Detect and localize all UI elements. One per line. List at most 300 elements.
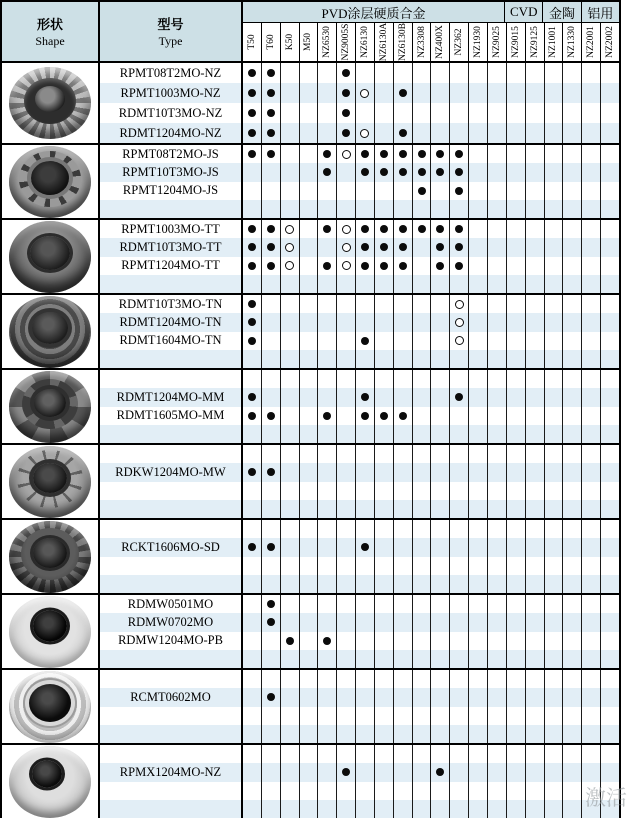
grade-cell-T60 xyxy=(262,425,281,443)
type-label: RDMW1204MO-PB xyxy=(100,632,243,650)
grade-cell-NZ6530 xyxy=(318,238,337,256)
type-label: RPMX1204MO-NZ xyxy=(100,763,243,781)
grade-cell-K50 xyxy=(281,332,300,350)
table-row xyxy=(100,482,619,500)
grade-cell-K50 xyxy=(281,275,300,293)
grade-cell-M50 xyxy=(300,350,319,368)
watermark-text: 激活 xyxy=(585,787,627,810)
grade-cell-T60 xyxy=(262,538,281,556)
grade-cell-T60 xyxy=(262,63,281,83)
grade-cell-NZ9025 xyxy=(488,725,507,743)
grade-cell-NZ9005S xyxy=(337,63,356,83)
filled-dot xyxy=(248,543,256,551)
shape-group-5 xyxy=(2,368,619,443)
grade-column-label xyxy=(374,23,394,61)
grade-cell-NZ6130B xyxy=(394,575,413,593)
grade-cell-T50 xyxy=(243,782,262,800)
grade-cell-T60 xyxy=(262,595,281,613)
grade-cell-NZ1930 xyxy=(469,538,488,556)
grade-cell-NZ6530 xyxy=(318,482,337,500)
grade-cell-NZ2001 xyxy=(582,407,601,425)
grade-cell-T50 xyxy=(243,407,262,425)
grade-cell-NZ1330 xyxy=(563,557,582,575)
grade-cell-NZ362 xyxy=(450,425,469,443)
filled-dot xyxy=(418,225,426,233)
grade-cell-NZ1930 xyxy=(469,200,488,218)
grade-cell-K50 xyxy=(281,632,300,650)
round-insert-lugged-dark xyxy=(9,371,91,443)
grade-cell-NZ9025 xyxy=(488,782,507,800)
grade-column-label xyxy=(449,23,469,61)
grade-cell-NZ2002 xyxy=(601,575,619,593)
filled-dot xyxy=(455,225,463,233)
grade-cell-NZ3308 xyxy=(413,220,432,238)
round-insert-serrated-silver xyxy=(9,67,91,139)
filled-dot xyxy=(267,693,275,701)
grade-cell-T60 xyxy=(262,220,281,238)
grade-cell-NZ6530 xyxy=(318,145,337,163)
grade-cell-NZ362 xyxy=(450,463,469,481)
grade-cell-NZ9025 xyxy=(488,500,507,518)
grade-cell-NZ2001 xyxy=(582,670,601,688)
grade-cell-NZ6130A xyxy=(375,595,394,613)
grade-cell-NZ400X xyxy=(431,707,450,725)
grade-cell-NZ1930 xyxy=(469,257,488,275)
grade-cell-NZ9015 xyxy=(507,163,526,181)
grade-cell-NZ3308 xyxy=(413,763,432,781)
grade-cell-NZ9125 xyxy=(526,407,545,425)
grade-cell-NZ6530 xyxy=(318,295,337,313)
grade-label-text: NZ2001 xyxy=(586,26,597,58)
grade-cell-NZ1001 xyxy=(545,350,564,368)
grade-cell-NZ9015 xyxy=(507,83,526,103)
grade-cell-NZ1930 xyxy=(469,313,488,331)
grade-cell-NZ9025 xyxy=(488,482,507,500)
grade-cell-NZ9015 xyxy=(507,220,526,238)
grade-cell-NZ2002 xyxy=(601,707,619,725)
grade-cell-NZ362 xyxy=(450,800,469,818)
grade-cell-NZ9125 xyxy=(526,557,545,575)
grade-cell-NZ6130A xyxy=(375,257,394,275)
filled-dot xyxy=(399,225,407,233)
grade-cell-K50 xyxy=(281,500,300,518)
grade-cell-NZ1330 xyxy=(563,123,582,143)
filled-dot xyxy=(361,150,369,158)
grade-cell-NZ6130A xyxy=(375,500,394,518)
grade-cell-NZ1330 xyxy=(563,445,582,463)
grade-cell-NZ2002 xyxy=(601,370,619,388)
grade-cell-NZ9005S xyxy=(337,650,356,668)
grade-cell-NZ1930 xyxy=(469,482,488,500)
grade-cell-M50 xyxy=(300,688,319,706)
grade-cell-T60 xyxy=(262,83,281,103)
grade-cell-NZ2001 xyxy=(582,63,601,83)
grade-cell-M50 xyxy=(300,538,319,556)
grade-cell-NZ6130B xyxy=(394,238,413,256)
grade-cell-NZ9025 xyxy=(488,650,507,668)
grade-cell-NZ6130B xyxy=(394,557,413,575)
grade-cell-NZ2001 xyxy=(582,388,601,406)
table-row xyxy=(100,63,619,83)
grade-cell-T50 xyxy=(243,370,262,388)
insert-photo-cell xyxy=(2,145,100,218)
grade-cell-NZ1330 xyxy=(563,763,582,781)
grade-cell-NZ6130 xyxy=(356,763,375,781)
grade-column-label xyxy=(412,23,432,61)
grade-cell-T50 xyxy=(243,425,262,443)
grade-cell-T60 xyxy=(262,632,281,650)
grade-cell-M50 xyxy=(300,407,319,425)
grade-cell-K50 xyxy=(281,482,300,500)
grade-cell-NZ400X xyxy=(431,745,450,763)
grade-cell-NZ400X xyxy=(431,500,450,518)
filled-dot xyxy=(455,262,463,270)
grade-label-text: NZ6530 xyxy=(322,26,333,58)
type-label xyxy=(100,425,243,443)
grade-cell-NZ3308 xyxy=(413,83,432,103)
grade-cell-NZ6130 xyxy=(356,63,375,83)
grade-cell-NZ1330 xyxy=(563,725,582,743)
grade-cell-NZ6130B xyxy=(394,463,413,481)
grade-cell-NZ6130 xyxy=(356,595,375,613)
grade-cell-NZ6530 xyxy=(318,163,337,181)
grade-cell-NZ6530 xyxy=(318,538,337,556)
grade-cell-K50 xyxy=(281,463,300,481)
grade-cell-K50 xyxy=(281,650,300,668)
grade-cell-NZ9015 xyxy=(507,295,526,313)
shape-group-3 xyxy=(2,218,619,293)
grade-cell-NZ1930 xyxy=(469,800,488,818)
filled-dot xyxy=(267,225,275,233)
grade-cell-NZ6130 xyxy=(356,163,375,181)
grade-cell-K50 xyxy=(281,782,300,800)
grade-cell-NZ1930 xyxy=(469,163,488,181)
insert-photo-cell xyxy=(2,370,100,443)
grade-cell-NZ1330 xyxy=(563,257,582,275)
grade-cell-NZ362 xyxy=(450,275,469,293)
group-header-cvd: CVD xyxy=(505,2,543,22)
grade-cell-NZ6130 xyxy=(356,275,375,293)
grade-cell-T50 xyxy=(243,220,262,238)
filled-dot xyxy=(267,618,275,626)
grade-cell-NZ2001 xyxy=(582,145,601,163)
grade-cell-NZ2001 xyxy=(582,445,601,463)
grade-cell-NZ6130B xyxy=(394,220,413,238)
grade-cell-M50 xyxy=(300,257,319,275)
table-row xyxy=(100,182,619,200)
grade-cell-NZ9005S xyxy=(337,200,356,218)
grade-cell-NZ1330 xyxy=(563,370,582,388)
table-row xyxy=(100,800,619,818)
grade-cell-NZ9005S xyxy=(337,800,356,818)
grade-cell-NZ3308 xyxy=(413,238,432,256)
grade-cell-NZ1001 xyxy=(545,220,564,238)
grade-cell-NZ1930 xyxy=(469,613,488,631)
grade-column-label xyxy=(280,23,300,61)
grade-cell-NZ1001 xyxy=(545,313,564,331)
filled-dot xyxy=(361,262,369,270)
grade-cell-T50 xyxy=(243,688,262,706)
grade-cell-NZ9125 xyxy=(526,388,545,406)
round-insert-ornate-gray xyxy=(9,446,91,518)
grade-cell-NZ6530 xyxy=(318,123,337,143)
shape-group-1 xyxy=(2,63,619,143)
grade-cell-NZ6530 xyxy=(318,595,337,613)
type-column-header xyxy=(100,2,243,61)
grade-cell-T50 xyxy=(243,763,262,781)
grade-cell-NZ6530 xyxy=(318,613,337,631)
grade-cell-NZ2002 xyxy=(601,163,619,181)
grade-cell-NZ6130 xyxy=(356,500,375,518)
grade-cell-NZ1930 xyxy=(469,295,488,313)
filled-dot xyxy=(267,412,275,420)
type-label: RDMT10T3MO-NZ xyxy=(100,103,243,123)
grade-cell-NZ1930 xyxy=(469,388,488,406)
shape-header-zh: 形状 xyxy=(36,17,63,32)
grade-cell-NZ3308 xyxy=(413,163,432,181)
grade-cell-NZ2002 xyxy=(601,295,619,313)
filled-dot xyxy=(267,109,275,117)
grade-cell-NZ6530 xyxy=(318,650,337,668)
grade-cell-NZ6130B xyxy=(394,745,413,763)
filled-dot xyxy=(248,69,256,77)
filled-dot xyxy=(455,187,463,195)
filled-dot xyxy=(323,412,331,420)
grade-cell-NZ1001 xyxy=(545,520,564,538)
grade-cell-NZ3308 xyxy=(413,595,432,613)
grade-cell-NZ6130 xyxy=(356,557,375,575)
grade-cell-NZ9005S xyxy=(337,613,356,631)
grade-cell-NZ9125 xyxy=(526,482,545,500)
grade-cell-NZ6130B xyxy=(394,63,413,83)
table-row xyxy=(100,275,619,293)
grade-cell-NZ2002 xyxy=(601,782,619,800)
grade-cell-NZ362 xyxy=(450,332,469,350)
filled-dot xyxy=(418,168,426,176)
filled-dot xyxy=(418,187,426,195)
grade-cell-NZ6130A xyxy=(375,350,394,368)
grade-cell-NZ2001 xyxy=(582,238,601,256)
type-label xyxy=(100,670,243,688)
table-row xyxy=(100,557,619,575)
grade-cell-NZ6130A xyxy=(375,782,394,800)
table-body xyxy=(2,63,619,818)
filled-dot xyxy=(380,262,388,270)
grade-cell-NZ9025 xyxy=(488,388,507,406)
grade-cell-T50 xyxy=(243,745,262,763)
grade-cell-NZ9005S xyxy=(337,103,356,123)
type-label: RDKW1204MO-MW xyxy=(100,463,243,481)
table-row xyxy=(100,575,619,593)
grade-cell-K50 xyxy=(281,220,300,238)
grade-cell-NZ400X xyxy=(431,163,450,181)
grade-cell-NZ400X xyxy=(431,557,450,575)
grade-cell-NZ1330 xyxy=(563,163,582,181)
grade-cell-T60 xyxy=(262,482,281,500)
round-insert-serrated-dark xyxy=(9,521,91,593)
filled-dot xyxy=(361,412,369,420)
grade-cell-NZ6530 xyxy=(318,575,337,593)
grade-cell-NZ6130A xyxy=(375,388,394,406)
filled-dot xyxy=(418,150,426,158)
grade-label-text: NZ9015 xyxy=(510,26,521,58)
group-rows xyxy=(100,745,619,818)
filled-dot xyxy=(361,225,369,233)
grade-cell-NZ362 xyxy=(450,670,469,688)
grade-cell-NZ362 xyxy=(450,350,469,368)
grade-cell-NZ6130A xyxy=(375,613,394,631)
grade-cell-NZ362 xyxy=(450,745,469,763)
grade-cell-NZ2002 xyxy=(601,103,619,123)
grade-cell-NZ9015 xyxy=(507,650,526,668)
grade-cell-NZ9025 xyxy=(488,557,507,575)
filled-dot xyxy=(323,262,331,270)
grade-cell-NZ9025 xyxy=(488,370,507,388)
round-insert-silver-small-hole xyxy=(9,746,91,818)
grade-cell-NZ9005S xyxy=(337,313,356,331)
grade-cell-NZ6530 xyxy=(318,83,337,103)
grade-cell-M50 xyxy=(300,295,319,313)
type-label xyxy=(100,782,243,800)
table-row xyxy=(100,763,619,781)
open-circle xyxy=(285,261,294,270)
grade-cell-T60 xyxy=(262,388,281,406)
grade-cell-NZ9125 xyxy=(526,707,545,725)
filled-dot xyxy=(342,129,350,137)
grade-cell-NZ6530 xyxy=(318,800,337,818)
round-insert-light-smooth xyxy=(9,596,91,668)
grade-label-text: NZ9025 xyxy=(491,26,502,58)
grade-cell-M50 xyxy=(300,275,319,293)
grade-cell-T60 xyxy=(262,707,281,725)
grade-cell-NZ6130 xyxy=(356,370,375,388)
table-row xyxy=(100,313,619,331)
grade-cell-NZ2001 xyxy=(582,163,601,181)
grade-cell-NZ400X xyxy=(431,632,450,650)
grade-cell-M50 xyxy=(300,482,319,500)
grade-column-label xyxy=(336,23,356,61)
filled-dot xyxy=(455,168,463,176)
open-circle xyxy=(455,300,464,309)
grade-cell-NZ9005S xyxy=(337,123,356,143)
grade-cell-NZ400X xyxy=(431,83,450,103)
grade-cell-NZ2001 xyxy=(582,370,601,388)
grade-column-label xyxy=(562,23,582,61)
grade-cell-NZ6130A xyxy=(375,445,394,463)
grade-cell-NZ6130 xyxy=(356,332,375,350)
table-row xyxy=(100,670,619,688)
type-label: RPMT1003MO-NZ xyxy=(100,83,243,103)
filled-dot xyxy=(455,243,463,251)
table-row xyxy=(100,613,619,631)
grade-cell-T60 xyxy=(262,800,281,818)
grade-cell-T50 xyxy=(243,670,262,688)
grade-cell-NZ1001 xyxy=(545,83,564,103)
grade-cell-T50 xyxy=(243,557,262,575)
grade-cell-NZ1001 xyxy=(545,745,564,763)
grade-cell-NZ3308 xyxy=(413,463,432,481)
grade-cell-M50 xyxy=(300,238,319,256)
table-row xyxy=(100,350,619,368)
grade-cell-T50 xyxy=(243,163,262,181)
grade-cell-NZ9025 xyxy=(488,800,507,818)
grade-cell-NZ362 xyxy=(450,725,469,743)
grade-cell-NZ6530 xyxy=(318,63,337,83)
grade-cell-T60 xyxy=(262,370,281,388)
filled-dot xyxy=(248,109,256,117)
grade-cell-NZ6130A xyxy=(375,63,394,83)
grade-cell-NZ6130 xyxy=(356,670,375,688)
filled-dot xyxy=(323,168,331,176)
grade-cell-NZ2001 xyxy=(582,650,601,668)
grade-cell-NZ6130A xyxy=(375,370,394,388)
grade-cell-NZ6130 xyxy=(356,800,375,818)
grade-label-band xyxy=(243,23,619,61)
type-label: RDMT1204MO-NZ xyxy=(100,123,243,143)
grade-cell-K50 xyxy=(281,257,300,275)
grade-cell-NZ1001 xyxy=(545,257,564,275)
type-label: RCKT1606MO-SD xyxy=(100,538,243,556)
group-rows xyxy=(100,370,619,443)
grade-cell-K50 xyxy=(281,595,300,613)
type-label: RDMT1605MO-MM xyxy=(100,407,243,425)
grade-column-label xyxy=(544,23,564,61)
grade-cell-T60 xyxy=(262,670,281,688)
grade-cell-NZ1930 xyxy=(469,220,488,238)
grade-column-label xyxy=(487,23,507,61)
grade-cell-NZ400X xyxy=(431,595,450,613)
grade-cell-NZ9125 xyxy=(526,350,545,368)
grade-cell-NZ362 xyxy=(450,220,469,238)
grade-cell-NZ362 xyxy=(450,123,469,143)
grade-cell-NZ1930 xyxy=(469,782,488,800)
grade-cell-NZ2002 xyxy=(601,557,619,575)
grade-cell-NZ9005S xyxy=(337,725,356,743)
grade-cell-NZ9125 xyxy=(526,103,545,123)
grade-cell-K50 xyxy=(281,557,300,575)
grade-cell-NZ6130B xyxy=(394,482,413,500)
grade-cell-NZ2001 xyxy=(582,595,601,613)
grade-cell-NZ9005S xyxy=(337,370,356,388)
grade-cell-NZ6130A xyxy=(375,83,394,103)
grade-cell-NZ6130B xyxy=(394,445,413,463)
grade-cell-NZ9025 xyxy=(488,257,507,275)
grade-cell-NZ6130 xyxy=(356,425,375,443)
grade-cell-NZ3308 xyxy=(413,182,432,200)
grade-cell-NZ6130A xyxy=(375,538,394,556)
grade-cell-NZ6130A xyxy=(375,407,394,425)
grade-cell-NZ1330 xyxy=(563,670,582,688)
grade-cell-NZ1330 xyxy=(563,538,582,556)
grade-cell-NZ1001 xyxy=(545,103,564,123)
table-row xyxy=(100,83,619,103)
grade-cell-NZ6530 xyxy=(318,500,337,518)
grade-cell-NZ9005S xyxy=(337,295,356,313)
group-header-aluminum: 铝用 xyxy=(582,2,619,22)
grade-cell-NZ9015 xyxy=(507,182,526,200)
grade-cell-M50 xyxy=(300,163,319,181)
grade-cell-NZ2001 xyxy=(582,745,601,763)
grade-cell-NZ9125 xyxy=(526,670,545,688)
grade-cell-NZ9125 xyxy=(526,123,545,143)
grade-cell-NZ1930 xyxy=(469,445,488,463)
grade-cell-NZ362 xyxy=(450,650,469,668)
grade-cell-NZ9015 xyxy=(507,520,526,538)
grade-cell-NZ1930 xyxy=(469,557,488,575)
grade-cell-NZ6530 xyxy=(318,670,337,688)
grade-column-label xyxy=(430,23,450,61)
grade-cell-NZ9125 xyxy=(526,575,545,593)
